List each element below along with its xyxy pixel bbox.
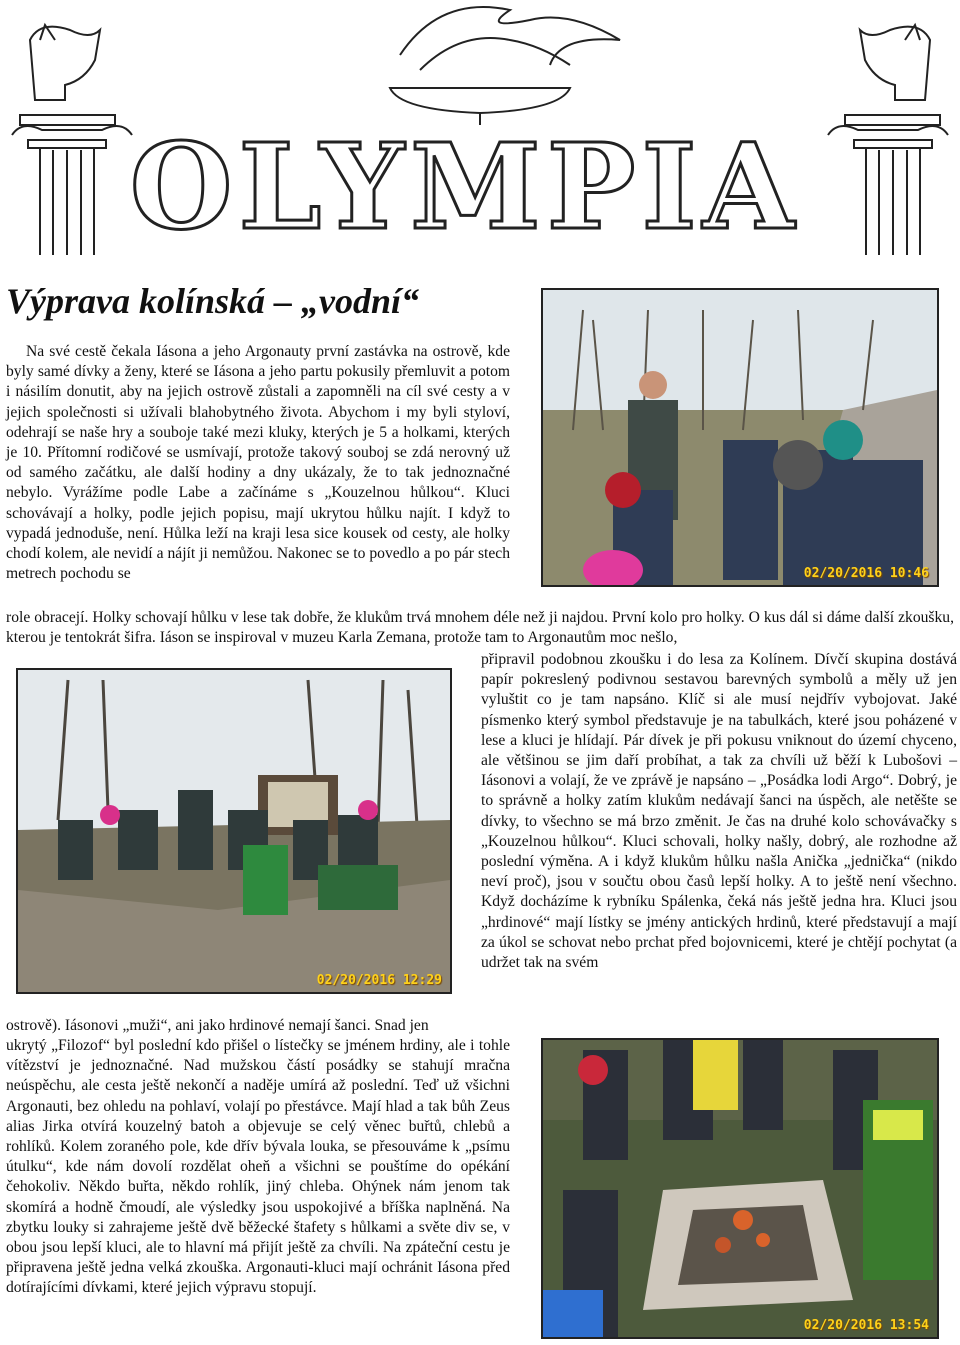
- right-sphinx-column-icon: [828, 25, 948, 255]
- photo-1-timestamp: 02/20/2016 10:46: [803, 566, 929, 581]
- photo-3-scene: [543, 1040, 937, 1337]
- photo-3-timestamp: 02/20/2016 13:54: [803, 1318, 929, 1333]
- olympic-flame-icon: [390, 7, 620, 125]
- paragraph-left-column: ukrytý „Filozof“ byl poslední kdo přišel o lístečky se jménem hrdiny, ale i tohle vítězství je jednoznačné. Nad mužskou částí posádky se stahují mračna neúspěchu, ale cesta ještě nekončí a naděje umírá až poslední. Teď už všichni Argonauti, bez ohledu na pohlaví, volají po přestávce. Mají hlad a tak bůh Zeus alias Jirka otvírá kouzelný batoh a objevuje se celý věnec buřtů, chlebů a rohlíků. Kolem zoraného pole, kde dřív bývala louka, se přesouváme k „psímu útulku“, kde nám dovolí rozdělat oheň a všichni se pouštíme do opékání čehokoliv. Někdo buřta, někdo rohlík, jiný chleba. Ohýnek nám jenom tak skomírá a hodně čmoudí, ale výsledky jsou uspokojivé a bříška naplněná. Na zbytku louky si zahrajeme ještě dvě běžecké štafety s hůlkami a světe div se, v obou jsou lepší kluci, ale to hlavní má přijít ještě za chvíli. Na zpáteční cestu je připravena ještě jedna velká zkouška. Argonauti-kluci mají ochránit Iásona před dotírajícími dívkami, které jejich výpravu stopují.: [6, 1037, 510, 1297]
- photo-group-on-path: [541, 288, 939, 587]
- left-sphinx-column-icon: [12, 25, 132, 255]
- article-title: Výprava kolínská – „vodní“: [6, 281, 420, 321]
- logo-title: OLYMPIA: [129, 117, 801, 256]
- paragraph-right-column: připravil podobnou zkoušku i do lesa za Kolínem. Dívčí skupina dostává papír pokreslený podivnou sestavou barevných symbolů a měly už jen vyluštit co je tam napsáno. Klíč si ale musí nejdřív vybojovat. Jaké písmenko který symbol představuje je na tabulkách, které jsou poházené v lese a kluci je hlídají. Pár dívek je při pokusu vniknout do území chyceno, ale většinou se jim daří probíhat, a tak za chvíli už běží k Lubošovi – Iásonovi a volají, že ve zprávě je napsáno – „Posádka lodi Argo“. Dobrý, je to správně a holky zatím klukům nedávají šanci na úspěch, ale netěšte se dívky, to všechno se má brzo změnit. Je čas na druhé kolo schovávačky s „Kouzelnou hůlkou“. Kluci schovali, holky našly, dobrý, ale rozhodne až poslední výměna. A i když klukům hůlku našla Anička „jednička“ (nikdo neví proč), jsou v součtu obou časů lepší holky. A to ještě není všechno. Když docházíme k rybníku Spálenka, čeká nás ještě jedna hra. Kluci jsou „hrdinové“ mají lístky se jmény antických hrdinů, které představují a mají za úkol se schovat nebo prchat před bojovnicemi, které je chtějí pochytat (a udržet tak na svém: [481, 651, 957, 972]
- photo-2-scene: [18, 670, 450, 992]
- photo-2-timestamp: 02/20/2016 12:29: [316, 973, 442, 988]
- photo-group-on-hill: [16, 668, 452, 994]
- paragraph-fullwidth-2: ostrově). Iásonovi „muži“, ani jako hrdinové nemají šanci. Snad jen: [6, 1017, 429, 1034]
- masthead: [0, 0, 960, 260]
- paragraph-intro: Na své cestě čekala Iásona a jeho Argonauty první zastávka na ostrově, kde byly samé dívky a ženy, které se Iásona a jeho partu pokusily přemluvit a potom i násilím donutit, aby na jejich ostrově zůstali a zapomněli na cíl své cesty a v jejich společnosti si užívali blahobytného života. Abychom i my byli styloví, odehrají se naše hry a souboje také mezi kluky, kterých je 5 a holkami, kterých je 10. Přítomní rodičové se usmívají, protože takový souboj se zdá nerovný už od samého začátku, ale další hodiny a dny ukázaly, že to tak jednoznačné nebylo. Vyrážíme podle Labe a začínáme s „Kouzelnou hůlkou“. Kluci schovávají a holky, podle jejich popisu, mají ukrytou hůlku najít. I když to vypadá jednoduše, není. Hůlka leží na kraji lesa sice kousek od cesty, ale holky chodí kolem, ale nevidí a nájít ji nemůžou. Nakonec se to povedlo a po pár stech metrech pochodu se: [6, 343, 510, 583]
- paragraph-fullwidth-1: role obracejí. Holky schovají hůlku v lese tak dobře, že klukům trvá mnohem déle než ji najdou. První kolo pro holky. O kus dál si dáme další zkoušku, kterou je tentokrát šifra. Iáson se inspiroval v muzeu Karla Zemana, protože tam to Argonautům moc nešlo,: [6, 609, 954, 647]
- photo-campfire: [541, 1038, 939, 1339]
- photo-1-scene: [543, 290, 937, 585]
